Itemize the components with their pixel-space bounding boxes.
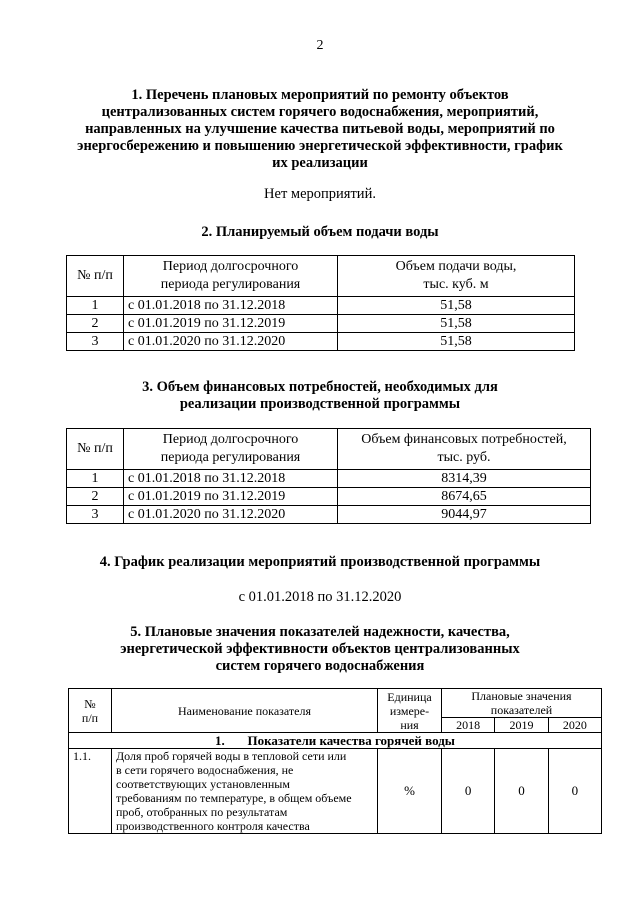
- water-volume-table: [66, 255, 575, 351]
- col-number-header: № п/п: [67, 429, 124, 470]
- section1-line: энергосбережению и повышению энергетической эффективности, график: [77, 138, 563, 154]
- table-row: [67, 333, 575, 351]
- indicators-table: [68, 688, 602, 834]
- section1-note: Нет мероприятий.: [264, 186, 376, 202]
- section3-line: реализации производственной программы: [179, 396, 461, 412]
- row-value: 51,58: [338, 315, 575, 333]
- col-number-header: № п/п: [67, 256, 124, 297]
- col-period-header: Период долгосрочного периода регулирования: [124, 429, 338, 470]
- col-period-header: Период долгосрочного периода регулирования: [124, 256, 338, 297]
- section1-line: централизованных систем горячего водоснабжения, мероприятий,: [101, 104, 539, 120]
- row-period: с 01.01.2019 по 31.12.2019: [124, 315, 338, 333]
- section1-heading: [40, 87, 600, 172]
- section4-period: с 01.01.2018 по 31.12.2020: [238, 589, 402, 605]
- table-row: [69, 749, 602, 834]
- col-volume-header: Объем подачи воды, тыс. куб. м: [338, 256, 575, 297]
- table-row: [67, 506, 591, 524]
- col-plan-header: Плановые значения показателей: [442, 689, 602, 718]
- col-number-header: № п/п: [69, 689, 112, 733]
- row-number: 3: [67, 333, 124, 351]
- section5-line: 5. Плановые значения показателей надежности, качества,: [130, 624, 510, 640]
- row-number: 1: [67, 297, 124, 315]
- row-value: 9044,97: [338, 506, 591, 524]
- col-name-header: Наименование показателя: [112, 689, 378, 733]
- row-number: 1.1.: [69, 749, 112, 834]
- table-row: [67, 297, 575, 315]
- row-value-2018: 0: [442, 749, 495, 834]
- section4-heading: 4. График реализации мероприятий производственной программы: [99, 554, 541, 570]
- row-number: 3: [67, 506, 124, 524]
- table-row: [67, 488, 591, 506]
- section3-heading: [40, 379, 600, 413]
- row-value-2019: 0: [495, 749, 548, 834]
- group-row: [69, 733, 602, 749]
- table-header-row: [67, 256, 575, 297]
- col-unit-header: Единица измере- ния: [378, 689, 442, 733]
- table-header-row: [69, 689, 602, 718]
- row-period: с 01.01.2020 по 31.12.2020: [124, 506, 338, 524]
- year-header: 2018: [442, 718, 495, 733]
- group-title: 1. Показатели качества горячей воды: [69, 733, 602, 749]
- year-header: 2019: [495, 718, 548, 733]
- col-finance-header: Объем финансовых потребностей, тыс. руб.: [338, 429, 591, 470]
- section3-line: 3. Объем финансовых потребностей, необходимых для: [142, 379, 498, 395]
- row-number: 2: [67, 488, 124, 506]
- row-indicator-name: Доля проб горячей воды в тепловой сети или в сети горячего водоснабжения, не соответствующих установленным требованиям по температуре, в общем объеме проб, отобранных по результатам производственного контроля качества: [112, 749, 378, 834]
- section5-line: систем горячего водоснабжения: [215, 658, 425, 674]
- section1-line: 1. Перечень плановых мероприятий по ремонту объектов: [131, 87, 509, 103]
- row-period: с 01.01.2018 по 31.12.2018: [124, 470, 338, 488]
- row-value: 51,58: [338, 297, 575, 315]
- row-number: 1: [67, 470, 124, 488]
- section1-line: направленных на улучшение качества питьевой воды, мероприятий по: [85, 121, 555, 137]
- year-header: 2020: [548, 718, 601, 733]
- row-unit: %: [378, 749, 442, 834]
- page-number: 2: [316, 38, 324, 53]
- row-value-2020: 0: [548, 749, 601, 834]
- table-row: [67, 470, 591, 488]
- row-period: с 01.01.2019 по 31.12.2019: [124, 488, 338, 506]
- financial-needs-table: [66, 428, 591, 524]
- row-value: 8314,39: [338, 470, 591, 488]
- table-header-row: [67, 429, 591, 470]
- section1-line: их реализации: [272, 155, 368, 171]
- section2-heading: 2. Планируемый объем подачи воды: [201, 224, 439, 240]
- section5-line: энергетической эффективности объектов централизованных: [120, 641, 520, 657]
- row-number: 2: [67, 315, 124, 333]
- row-value: 8674,65: [338, 488, 591, 506]
- table-row: [67, 315, 575, 333]
- row-value: 51,58: [338, 333, 575, 351]
- row-period: с 01.01.2018 по 31.12.2018: [124, 297, 338, 315]
- row-period: с 01.01.2020 по 31.12.2020: [124, 333, 338, 351]
- section5-heading: [40, 624, 600, 675]
